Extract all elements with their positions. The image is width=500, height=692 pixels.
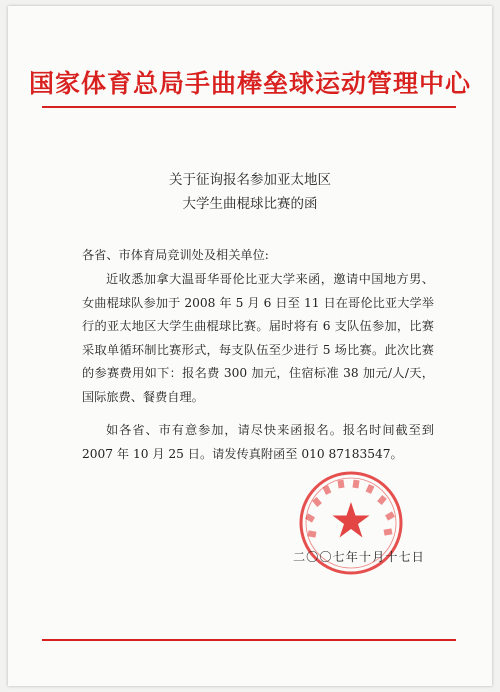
letterhead-title: 国家体育总局手曲棒垒球运动管理中心 <box>28 69 471 98</box>
letterhead-rule <box>42 106 456 108</box>
body-paragraph-1 <box>82 268 434 409</box>
letter-page <box>8 6 492 686</box>
paragraph-2-text: 如各省、市有意参加，请尽快来函报名。报名时间截至到 2007 年 10 月 25 日。请发传真附函至 010 87183547。 <box>82 423 434 461</box>
footer-rule <box>42 639 456 641</box>
subject-line-2: 大学生曲棍球比赛的函 <box>182 196 318 212</box>
body-paragraph-2 <box>82 419 434 466</box>
letter-date: 二〇〇七年十月十七日 <box>293 550 425 564</box>
subject-line-1: 关于征询报名参加亚太地区 <box>169 172 331 188</box>
paragraph-1-text: 近收悉加拿大温哥华哥伦比亚大学来函，邀请中国地方男、女曲棍球队参加于 2008 年 5 月 6 日至 11 日在哥伦比亚大学举行的亚太地区大学生曲棍球比赛。届时将有 6 支队伍参加，比赛采取单循环制比赛形式，每支队伍至少进行 5 场比赛。此次比赛的参赛费用如下：报名费 300 加元，住宿标准 38 加元/人/天，国际旅费、餐费自理。 <box>82 272 434 404</box>
salutation: 各省、市体育局竞训处及相关单位: <box>82 248 269 262</box>
